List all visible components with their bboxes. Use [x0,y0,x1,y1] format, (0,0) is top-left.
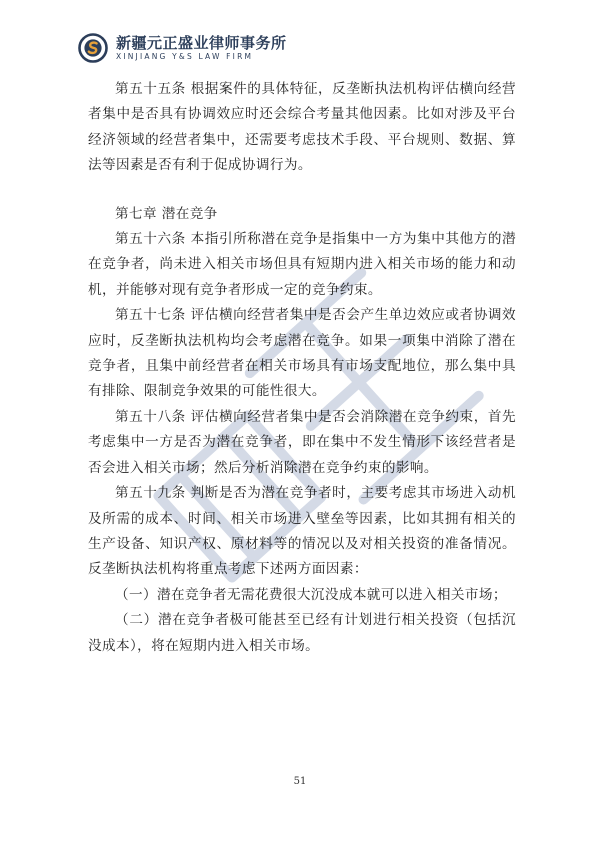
chapter-7-heading: 第七章 潜在竞争 [115,205,218,222]
page-header [78,32,287,64]
article-59-item-2: （二）潜在竞争者极可能甚至已经有计划进行相关投资（包括沉没成本），将在短期内进入相关市场。 [88,612,516,654]
article-58: 第五十八条 评估横向经营者集中是否会消除潜在竞争约束，首先考虑集中一方是否为潜在竞争者，即在集中不发生情形下该经营者是否会进入相关市场；然后分析消除潜在竞争约束的影响。 [88,408,516,476]
page-number: 51 [293,776,307,787]
article-59-item-1: （一）潜在竞争者无需花费很大沉没成本就可以进入相关市场； [115,586,507,603]
firm-logo-icon [78,33,108,63]
article-59: 第五十九条 判断是否为潜在竞争者时，主要考虑其市场进入动机及所需的成本、时间、相关市场进入壁垒等因素，比如其拥有相关的生产设备、知识产权、原材料等的情况以及对相关投资的准备情况。反垄断执法机构将重点考虑下述两方面因素： [88,485,516,578]
document-body [88,77,516,659]
article-56: 第五十六条 本指引所称潜在竞争是指集中一方为集中其他方的潜在竞争者，尚未进入相关市场但具有短期内进入相关市场的能力和动机，并能够对现有竞争者形成一定的竞争约束。 [88,231,516,298]
firm-brand [116,35,287,62]
firm-name-cn: 新疆元正盛业律师事务所 [116,33,287,52]
firm-name-en: XINJIANG Y&S LAW FIRM [116,51,254,61]
article-57: 第五十七条 评估横向经营者集中是否会产生单边效应或者协调效应时，反垄断执法机构均会考虑潜在竞争。如果一项集中消除了潜在竞争者，且集中前经营者在相关市场具有市场支配地位，那么集中具有排除、限制竞争效果的可能性很大。 [88,307,516,400]
article-55: 第五十五条 根据案件的具体特征，反垄断执法机构评估横向经营者集中是否具有协调效应时还会综合考量其他因素。比如对涉及平台经济领域的经营者集中，还需要考虑技术手段、平台规则、数据、算法等因素是否有利于促成协调行为。 [88,81,516,174]
section-gap [88,179,516,202]
